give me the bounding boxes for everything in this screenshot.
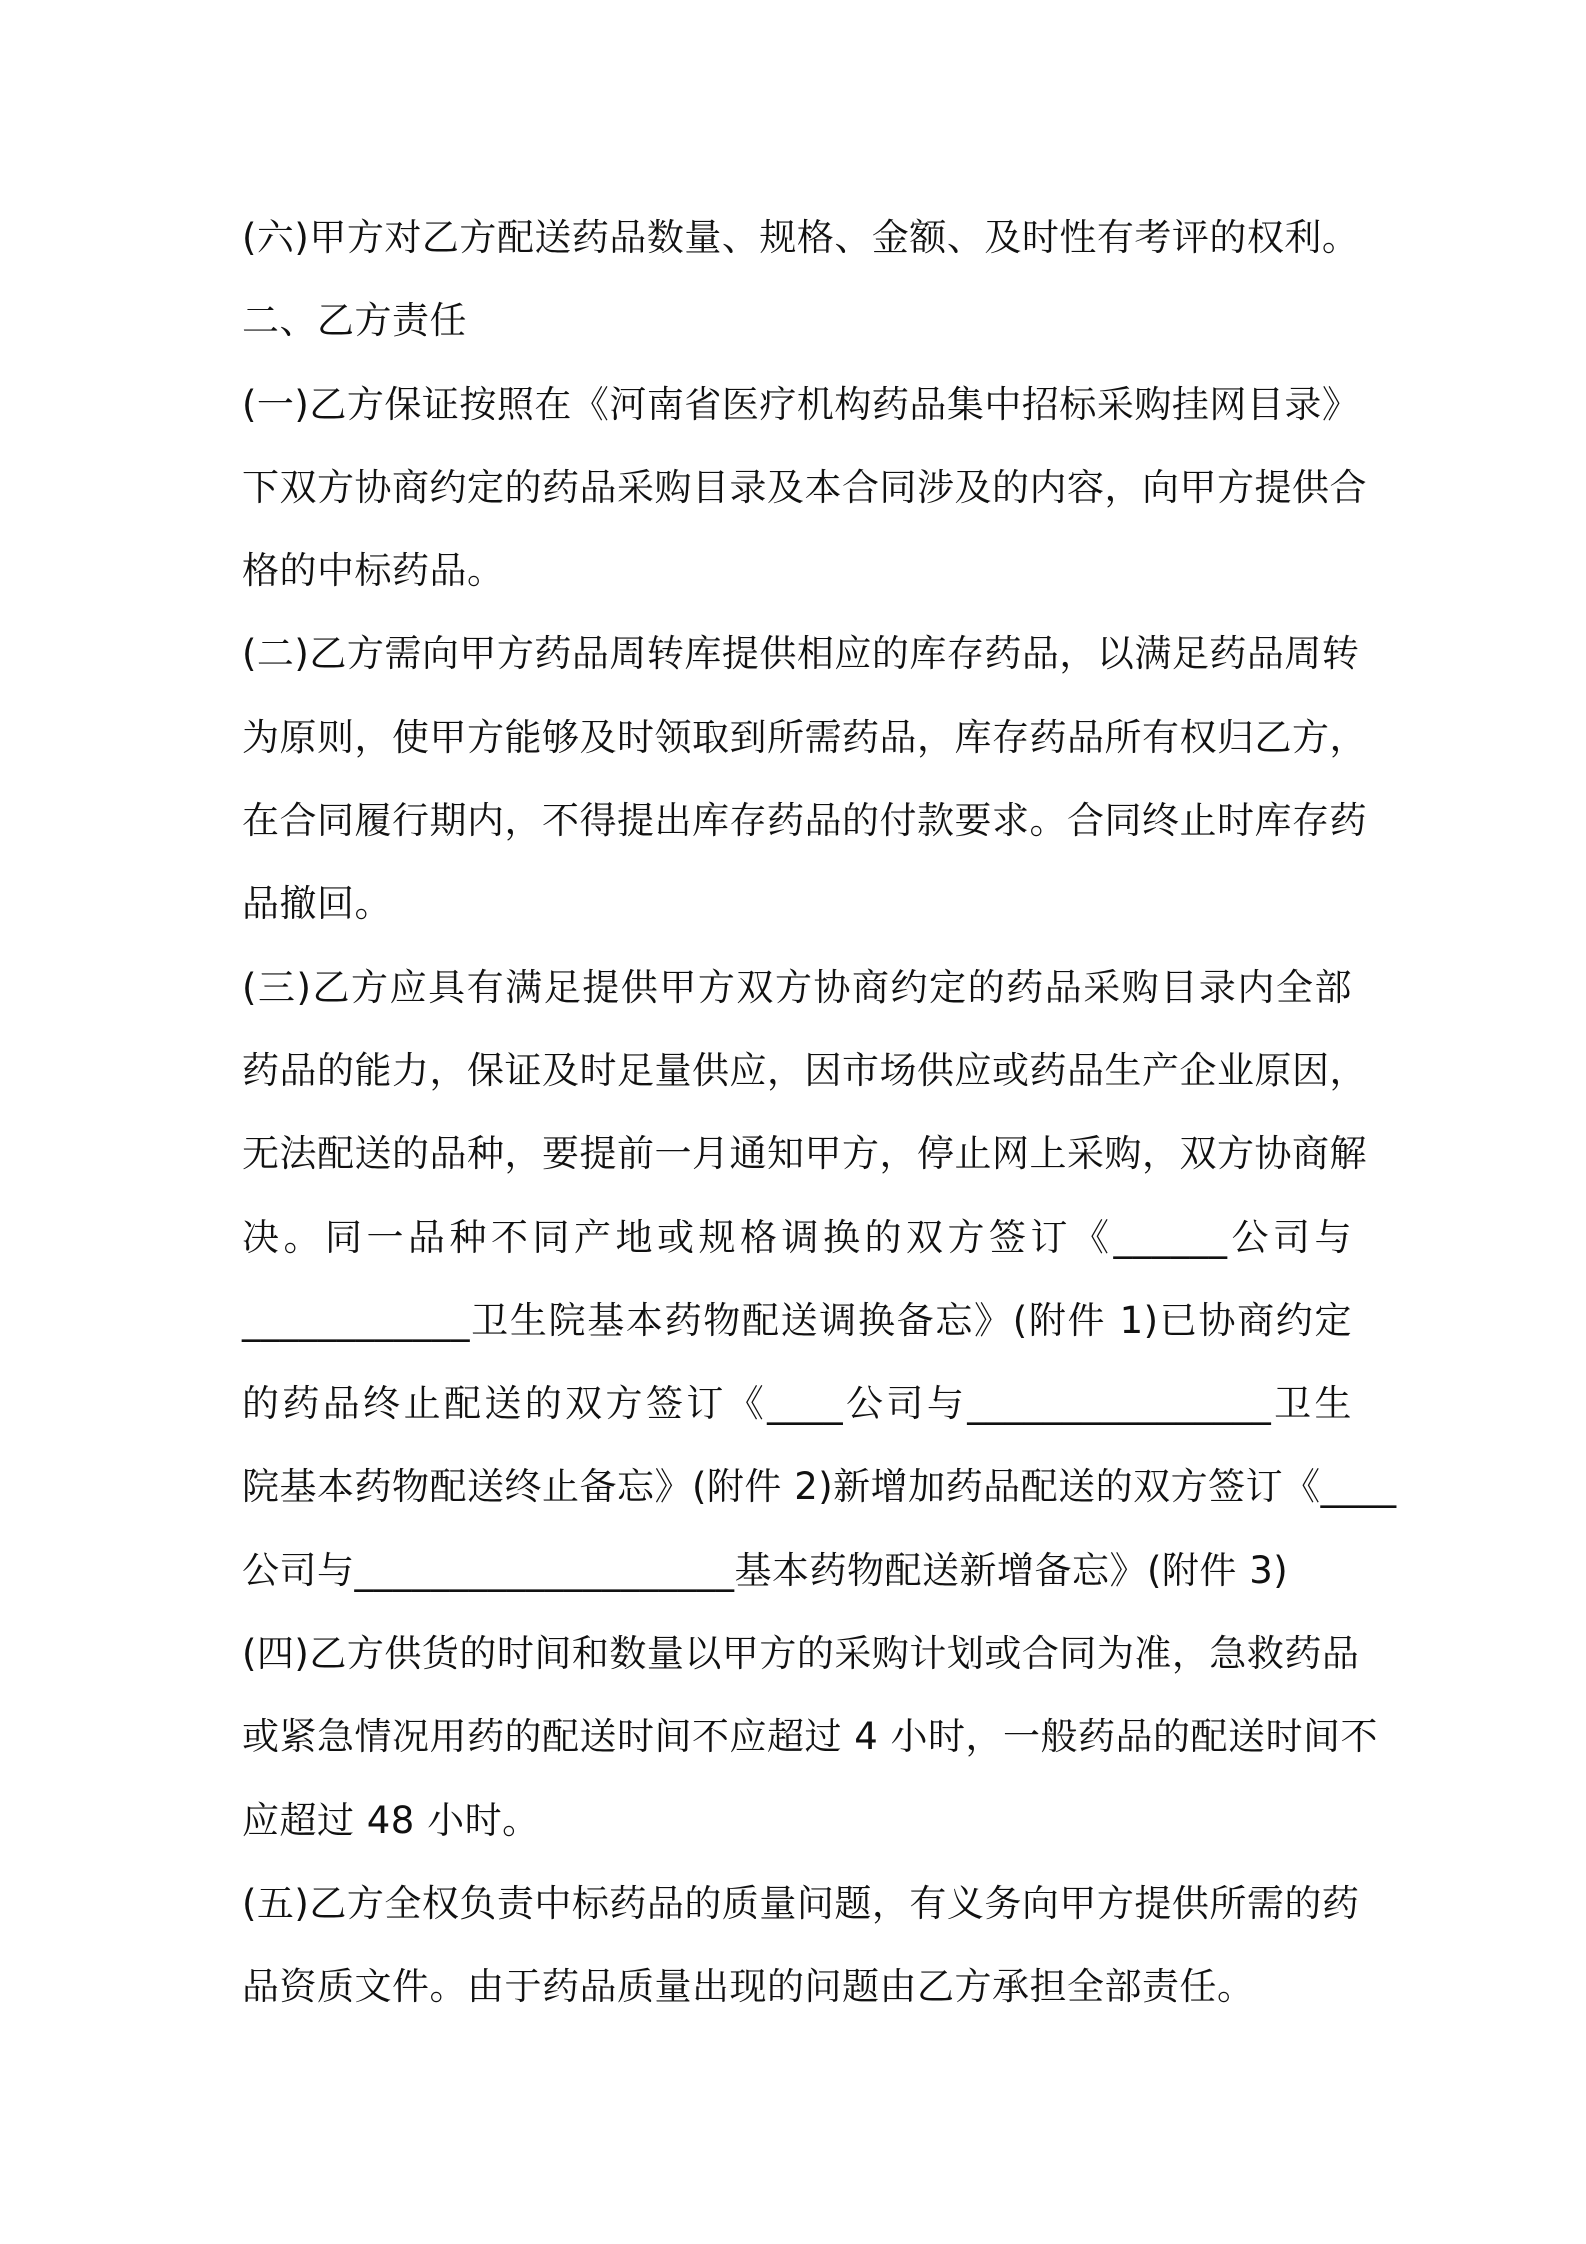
text-line: 或紧急情况用药的配送时间不应超过 4 小时，一般药品的配送时间不 — [242, 1715, 1379, 1759]
text-line: ____________卫生院基本药物配送调换备忘》(附件 1)已协商约定 — [242, 1298, 1352, 1342]
text-line: (三)乙方应具有满足提供甲方双方协商约定的药品采购目录内全部 — [242, 965, 1352, 1009]
text-line: 药品的能力，保证及时足量供应，因市场供应或药品生产企业原因， — [242, 1048, 1367, 1092]
text-line: 格的中标药品。 — [242, 549, 505, 593]
text-line: (六)甲方对乙方配送药品数量、规格、金额、及时性有考评的权利。 — [242, 216, 1360, 259]
text-line: 院基本药物配送终止备忘》(附件 2)新增加药品配送的双方签订《____ — [242, 1465, 1397, 1509]
text-line: 在合同履行期内，不得提出库存药品的付款要求。合同终止时库存药 — [242, 799, 1367, 843]
text-line: 下双方协商约定的药品采购目录及本合同涉及的内容，向甲方提供合 — [242, 465, 1367, 509]
text-line: 无法配送的品种，要提前一月通知甲方，停止网上采购，双方协商解 — [242, 1132, 1367, 1176]
section-heading: 二、乙方责任 — [242, 299, 467, 343]
text-line: (四)乙方供货的时间和数量以甲方的采购计划或合同为准，急救药品 — [242, 1632, 1360, 1676]
text-line: (二)乙方需向甲方药品周转库提供相应的库存药品，以满足药品周转 — [242, 632, 1360, 676]
text-line: 应超过 48 小时。 — [242, 1798, 540, 1842]
text-line: 决。同一品种不同产地或规格调换的双方签订《______公司与 — [242, 1215, 1352, 1259]
text-line: (一)乙方保证按照在《河南省医疗机构药品集中招标采购挂网目录》 — [242, 382, 1360, 426]
text-line: 品资质文件。由于药品质量出现的问题由乙方承担全部责任。 — [242, 1965, 1255, 2009]
text-line: 的药品终止配送的双方签订《____公司与________________卫生 — [242, 1382, 1352, 1426]
text-line: 品撤回。 — [242, 882, 392, 926]
text-line: (五)乙方全权负责中标药品的质量问题，有义务向甲方提供所需的药 — [242, 1881, 1360, 1925]
text-line: 公司与____________________基本药物配送新增备忘》(附件 3) — [242, 1548, 1289, 1592]
document-body — [242, 196, 1397, 2029]
text-line: 为原则，使甲方能够及时领取到所需药品，库存药品所有权归乙方， — [242, 715, 1367, 759]
